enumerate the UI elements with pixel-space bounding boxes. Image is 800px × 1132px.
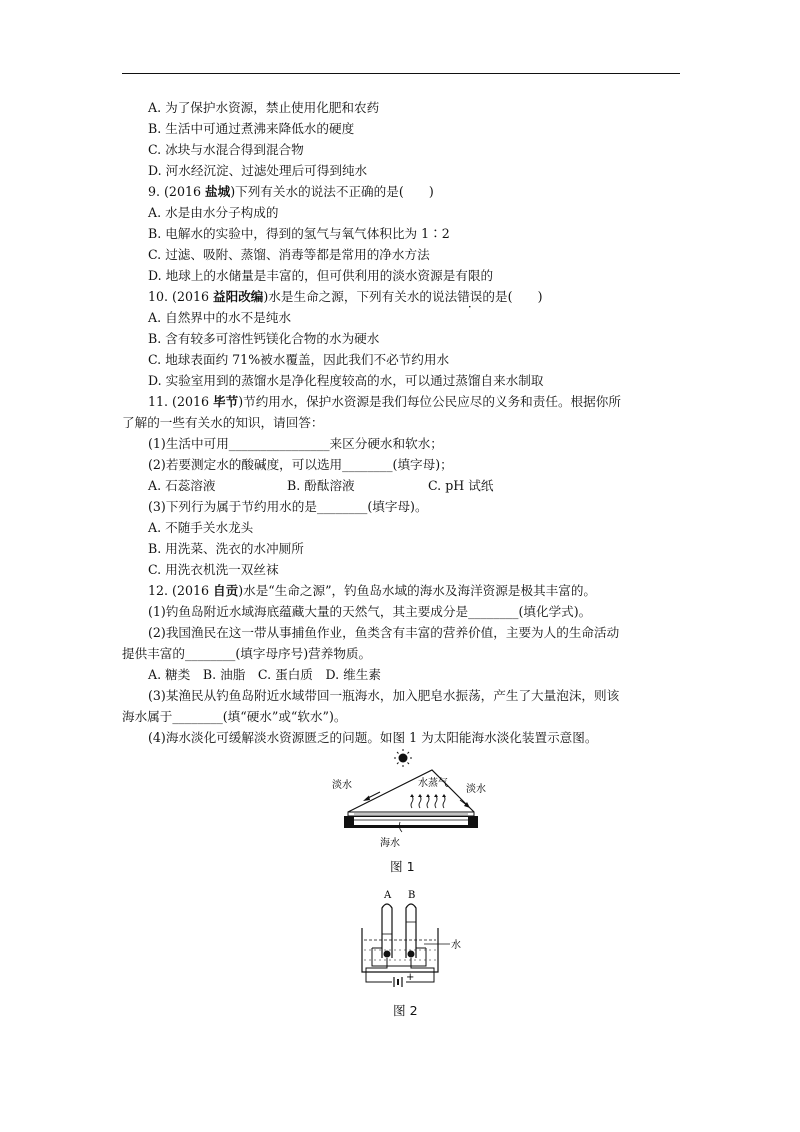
q9-option-b: B. 电解水的实验中，得到的氢气与氧气体积比为 1∶2 [148,226,450,241]
q12-part3: (3)某渔民从钓鱼岛附近水域带回一瓶海水，加入肥皂水振荡，产生了大量泡沫，则该 [148,688,620,703]
q11-part2-option-b: B. 酚酞溶液 [287,478,355,493]
q12-part3-cont: 海水属于________(填“硬水”或“软水”)。 [122,709,347,724]
figure-2-caption: 图 2 [393,1003,418,1018]
sun-icon [394,749,412,767]
header-rule [122,73,680,74]
q12-stem: 12. (2016 自贡)水是“生命之源”，钓鱼岛水域的海水及海洋资源是极其丰富的。 [148,583,597,598]
figure-1-caption: 图 1 [390,859,415,874]
q12-part2-cont: 提供丰富的________(填字母序号)营养物质。 [122,646,372,661]
q10-option-a: A. 自然界中的水不是纯水 [148,310,292,325]
fig1-label-vapor: 水蒸气 [418,778,448,789]
q11-part3: (3)下列行为属于节约用水的是________(填字母)。 [148,499,428,514]
emphasis-word: 错误 [457,289,483,304]
figure-1-solar-desalination [330,748,486,852]
figure-2-electrolysis [354,888,474,988]
q12-part4: (4)海水淡化可缓解淡水资源匮乏的问题。如图 1 为太阳能海水淡化装置示意图。 [148,730,598,745]
q12-part1: (1)钓鱼岛附近水域海底蕴藏大量的天然气，其主要成分是________(填化学式)。 [148,604,592,619]
q10-option-b: B. 含有较多可溶性钙镁化合物的水为硬水 [148,331,380,346]
fig2-label-water: 水 [451,940,461,951]
q10-stem: 10. (2016 益阳改编)水是生命之源，下列有关水的说法错误的是( ) [148,289,543,304]
fig1-label-fresh-left: 淡水 [332,780,352,791]
q11-part3-option-c: C. 用洗衣机洗一双丝袜 [148,562,279,577]
q9-option-c: C. 过滤、吸附、蒸馏、消毒等都是常用的净水方法 [148,247,430,262]
q12-part2-options: A. 糖类 B. 油脂 C. 蛋白质 D. 维生素 [148,667,381,682]
q10-option-d: D. 实验室用到的蒸馏水是净化程度较高的水，可以通过蒸馏自来水制取 [148,373,544,388]
q9-option-a: A. 水是由水分子构成的 [148,205,279,220]
q8-option-b: B. 生活中可通过煮沸来降低水的硬度 [148,121,355,136]
fig1-label-fresh-right: 淡水 [466,784,486,795]
q9-stem: 9. (2016 盐城)下列有关水的说法不正确的是( ) [148,184,434,199]
fig2-label-a: A [384,890,392,901]
q8-option-c: C. 冰块与水混合得到混合物 [148,142,304,157]
q11-part2: (2)若要测定水的酸碱度，可以选用________(填字母)； [148,457,453,472]
q10-option-c: C. 地球表面约 71%被水覆盖，因此我们不必节约用水 [148,352,450,367]
fig2-plus-sign: + [406,972,415,983]
q9-option-d: D. 地球上的水储量是丰富的，但可供利用的淡水资源是有限的 [148,268,494,283]
fig2-label-b: B [408,890,416,901]
q8-option-a: A. 为了保护水资源，禁止使用化肥和农药 [148,100,380,115]
q11-part3-option-a: A. 不随手关水龙头 [148,520,254,535]
q11-part2-option-a: A. 石蕊溶液 [148,478,216,493]
q12-part2: (2)我国渔民在这一带从事捕鱼作业，鱼类含有丰富的营养价值，主要为人的生命活动 [148,625,620,640]
fig1-label-sea: 海水 [380,838,400,849]
q11-stem: 11. (2016 毕节)节约用水，保护水资源是我们每位公民应尽的义务和责任。根据你所 [148,394,621,409]
q11-part1: (1)生活中可用________________来区分硬水和软水； [148,436,443,451]
q8-option-d: D. 河水经沉淀、过滤处理后可得到纯水 [148,163,368,178]
q11-part3-option-b: B. 用洗菜、洗衣的水冲厕所 [148,541,304,556]
q11-part2-option-c: C. pH 试纸 [428,478,494,493]
q11-stem-2: 了解的一些有关水的知识，请回答： [122,415,324,430]
